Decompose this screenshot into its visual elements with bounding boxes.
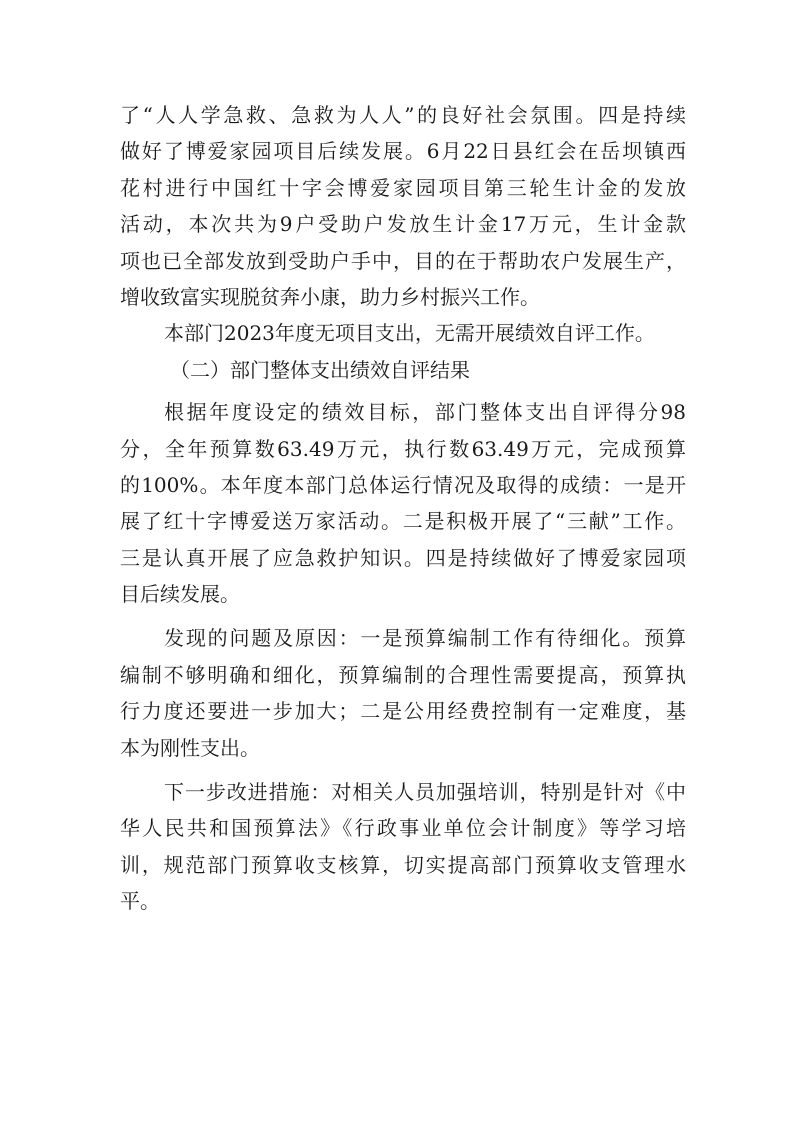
text-line: 平。 <box>120 889 160 914</box>
text-line: 活动，本次共为9户受助户发放生计金17万元，生计金款 <box>120 212 686 237</box>
paragraph-improvements <box>120 774 686 920</box>
text-line: 做好了博爱家园项目后续发展。6月22日县红会在岳坝镇西 <box>120 139 686 164</box>
document-page <box>120 97 686 920</box>
text-line: 下一步改进措施：对相关人员加强培训，特别是针对《中 <box>164 780 686 805</box>
paragraph-problems <box>120 620 686 766</box>
text-line: 分，全年预算数63.49万元，执行数63.49万元，完成预算 <box>120 436 686 461</box>
text-line: 的100%。本年度本部门总体运行情况及取得的成绩：一是开 <box>120 472 686 497</box>
text-line: 三是认真开展了应急救护知识。四是持续做好了博爱家园项 <box>120 545 686 570</box>
text-line: 目后续发展。 <box>120 582 240 607</box>
text-line: 花村进行中国红十字会博爱家园项目第三轮生计金的发放 <box>120 175 686 200</box>
paragraph-self-evaluation <box>120 394 686 612</box>
text-line: 展了红十字博爱送万家活动。二是积极开展了“三献”工作。 <box>120 509 686 534</box>
paragraph-no-project-expense <box>120 315 686 351</box>
text-line: 本部门2023年度无项目支出，无需开展绩效自评工作。 <box>164 321 655 346</box>
text-line: 根据年度设定的绩效目标，部门整体支出自评得分98 <box>164 400 686 425</box>
text-line: 增收致富实现脱贫奔小康，助力乡村振兴工作。 <box>120 284 540 309</box>
text-line: 发现的问题及原因：一是预算编制工作有待细化。预算 <box>164 626 686 651</box>
text-line: 编制不够明确和细化，预算编制的合理性需要提高，预算执 <box>120 662 686 687</box>
text-line: 了“人人学急救、急救为人人”的良好社会氛围。四是持续 <box>120 103 686 127</box>
text-line: 项也已全部发放到受助户手中，目的在于帮助农户发展生产， <box>120 248 686 273</box>
paragraph-continuation <box>120 97 686 315</box>
text-line: 华人民共和国预算法》《行政事业单位会计制度》等学习培 <box>120 816 686 841</box>
section-heading <box>120 352 686 388</box>
heading-text: （二）部门整体支出绩效自评结果 <box>170 357 470 382</box>
text-line: 行力度还要进一步加大；二是公用经费控制有一定难度，基 <box>120 699 686 724</box>
text-line: 本为刚性支出。 <box>120 735 260 760</box>
text-line: 训，规范部门预算收支核算，切实提高部门预算收支管理水 <box>120 852 686 877</box>
